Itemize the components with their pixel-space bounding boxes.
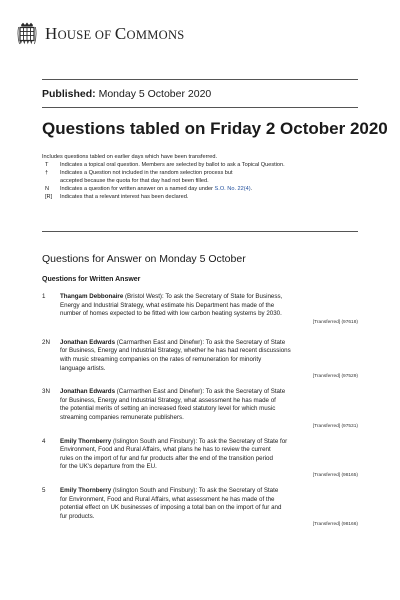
question-item bbox=[42, 388, 358, 430]
question-body bbox=[60, 388, 358, 430]
legend-text: Indicates that a relevant interest has been declared. bbox=[60, 194, 189, 200]
member-name: Jonathan Edwards bbox=[60, 388, 116, 396]
question-number: 2N bbox=[42, 338, 50, 346]
member-constituency: (Islington South and Finsbury): bbox=[111, 437, 198, 445]
question-text-line: streaming companies remunerate publishers. bbox=[60, 413, 184, 421]
question-text-line: To ask the Secretary of State bbox=[205, 388, 286, 396]
question-item bbox=[42, 339, 358, 381]
question-text-line: number of homes expected to be fitted with low carbon heating systems by 2030. bbox=[60, 310, 282, 318]
question-text-line: with music streaming companies on the rates of remuneration for minority bbox=[60, 355, 262, 363]
published-date: Monday 5 October 2020 bbox=[98, 88, 212, 100]
question-text-line: the potential merits of setting an increased fixed statutory level for which music bbox=[60, 405, 276, 413]
question-number: 1 bbox=[42, 293, 46, 300]
question-body bbox=[60, 487, 358, 529]
member-constituency: (Islington South and Finsbury): bbox=[111, 486, 198, 494]
question-text-line: for Business, Energy and Industrial Strategy, whether he has had recent discussions bbox=[60, 347, 291, 355]
legend-symbol: † bbox=[45, 170, 49, 176]
legend-symbol: [R] bbox=[45, 194, 53, 200]
page-header bbox=[17, 22, 185, 46]
question-item bbox=[42, 293, 358, 327]
question-reference: [Transferred] (98165) bbox=[312, 472, 358, 478]
question-body bbox=[60, 438, 358, 480]
question-text-line: Environment, Food and Rural Affairs, what plans he has to review the current bbox=[60, 446, 271, 454]
question-body bbox=[60, 339, 358, 381]
section-rule bbox=[42, 231, 358, 232]
question-item bbox=[42, 438, 358, 480]
question-number: 4 bbox=[42, 437, 46, 445]
legend-item-relevant-interest bbox=[42, 193, 362, 201]
legend-item-topical bbox=[42, 161, 362, 169]
question-reference: [Transferred] (97618) bbox=[312, 319, 358, 325]
published-line bbox=[42, 88, 211, 100]
member-name: Jonathan Edwards bbox=[60, 338, 116, 346]
intro-text: Includes questions tabled on earlier days which have been transferred. bbox=[42, 154, 218, 160]
legend-symbol: T bbox=[45, 162, 49, 168]
section-title: Questions for Answer on Monday 5 October bbox=[42, 253, 246, 265]
question-text-line: To ask the Secretary of State for Business, bbox=[165, 293, 283, 300]
member-name: Emily Thornberry bbox=[60, 437, 112, 445]
house-of-commons-wordmark: HOUSE OF COMMONS bbox=[45, 24, 185, 43]
legend-item-not-random bbox=[42, 169, 362, 185]
question-text-line: Energy and Industrial Strategy, what estimate his Department has made of the bbox=[60, 301, 275, 309]
published-rule bbox=[42, 107, 358, 108]
intro-block bbox=[42, 153, 362, 201]
question-text-line: language artists. bbox=[60, 364, 106, 372]
question-number: 5 bbox=[42, 486, 46, 494]
standing-order-link[interactable]: S.O. No. 22(4) bbox=[214, 186, 251, 192]
portcullis-icon bbox=[17, 22, 37, 46]
subsection-title: Questions for Written Answer bbox=[42, 276, 141, 283]
top-rule bbox=[42, 79, 358, 80]
question-text-line: for the UK's departure from the EU. bbox=[60, 463, 157, 471]
member-name: Thangam Debbonaire bbox=[60, 293, 124, 300]
member-constituency: (Carmarthen East and Dinefwr): bbox=[115, 388, 205, 396]
legend-text: Indicates a Question not included in the random selection process but accepted because the quota for that day had not been filled. bbox=[60, 170, 233, 184]
member-constituency: (Bristol West): bbox=[123, 293, 164, 300]
question-reference: [Transferred] (98166) bbox=[312, 522, 358, 528]
question-body bbox=[60, 293, 358, 327]
question-text-line: To ask the Secretary of State bbox=[198, 486, 279, 494]
question-text-line: To ask the Secretary of State bbox=[205, 338, 286, 346]
member-constituency: (Carmarthen East and Dinefwr): bbox=[115, 338, 205, 346]
questions-list bbox=[42, 293, 358, 529]
question-reference: [Transferred] (97531) bbox=[312, 423, 358, 429]
member-name: Emily Thornberry bbox=[60, 486, 112, 494]
page-title: Questions tabled on Friday 2 October 2020 bbox=[42, 119, 388, 138]
question-text-line: for Environment, Food and Rural Affairs, what assessment he has made of the bbox=[60, 495, 275, 503]
question-text-line: for Business, Energy and Industrial Strategy, what assessment he has made of bbox=[60, 396, 276, 404]
legend-symbol: N bbox=[45, 186, 50, 192]
question-text-line: fur products. bbox=[60, 512, 95, 520]
question-text-line: To ask the Secretary of State for bbox=[198, 437, 288, 445]
legend-text: Indicates a question for written answer on a named day under S.O. No. 22(4). bbox=[60, 186, 253, 192]
legend-item-named-day bbox=[42, 185, 362, 193]
question-text-line: potential effect on UK businesses of imposing a total ban on the import of fur and bbox=[60, 504, 282, 512]
question-number: 3N bbox=[42, 388, 50, 396]
question-text-line: rules on the import of fur and fur products after the end of the transition period bbox=[60, 454, 273, 462]
published-label: Published: bbox=[42, 88, 96, 100]
question-reference: [Transferred] (97529) bbox=[312, 374, 358, 380]
legend-text: Indicates a topical oral question. Members are selected by ballot to ask a Topical Question. bbox=[60, 162, 285, 168]
question-item bbox=[42, 487, 358, 529]
